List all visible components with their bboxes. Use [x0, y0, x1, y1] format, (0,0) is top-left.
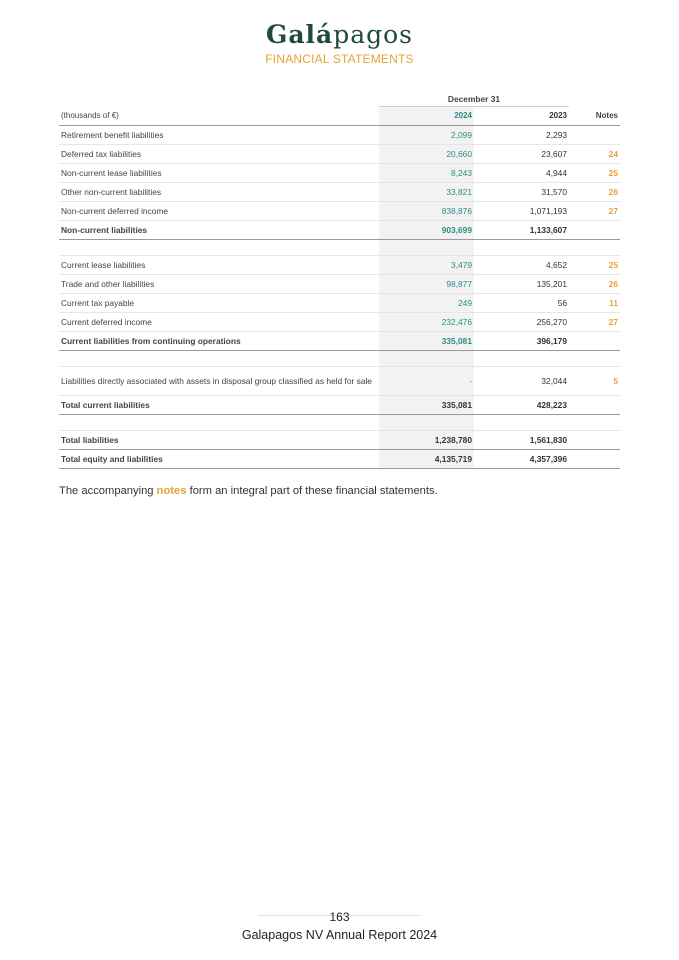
col-notes-header: Notes [569, 107, 620, 126]
note-ref[interactable]: 27 [569, 313, 620, 332]
row-label: Current tax payable [59, 294, 379, 313]
table-row [59, 256, 620, 275]
col-2023-header: 2023 [474, 107, 569, 126]
value-2023: 31,570 [474, 183, 569, 202]
total-row [59, 450, 620, 469]
subtotal-row [59, 396, 620, 415]
value-2024: 335,081 [379, 396, 474, 415]
row-label: Other non-current liabilities [59, 183, 379, 202]
table-row [59, 367, 620, 396]
table-row [59, 126, 620, 145]
note-ref [569, 450, 620, 469]
page-number: 163 [329, 910, 350, 924]
row-label: Total liabilities [59, 431, 379, 450]
row-label: Trade and other liabilities [59, 275, 379, 294]
value-2023: 428,223 [474, 396, 569, 415]
subtotal-row [59, 332, 620, 351]
note-ref[interactable]: 26 [569, 275, 620, 294]
value-2023: 1,133,607 [474, 221, 569, 240]
value-2024: 335,081 [379, 332, 474, 351]
table-row [59, 313, 620, 332]
footnote [59, 485, 438, 497]
row-label: Non-current lease liabilities [59, 164, 379, 183]
value-2024: 249 [379, 294, 474, 313]
footnote-after: form an integral part of these financial statements. [186, 485, 438, 497]
section-title: FINANCIAL STATEMENTS [265, 52, 414, 66]
value-2024: 98,877 [379, 275, 474, 294]
value-2023: 256,270 [474, 313, 569, 332]
notes-link[interactable]: notes [156, 485, 187, 497]
value-2023: 56 [474, 294, 569, 313]
footnote-before: The accompanying [59, 485, 157, 497]
value-2024: 20,660 [379, 145, 474, 164]
spacer-row [59, 415, 620, 431]
table-row [59, 275, 620, 294]
logo-light-part: pagos [333, 20, 414, 49]
column-header-row [59, 107, 620, 126]
logo-bold-part: Galá [265, 20, 334, 49]
row-label: Current liabilities from continuing operations [59, 332, 379, 351]
value-2023: 396,179 [474, 332, 569, 351]
value-2024: 8,243 [379, 164, 474, 183]
spacer-row [59, 351, 620, 367]
value-2024: 1,238,780 [379, 431, 474, 450]
note-ref [569, 332, 620, 351]
table-row [59, 145, 620, 164]
value-2024: 903,699 [379, 221, 474, 240]
liabilities-table [59, 91, 620, 469]
table-row [59, 202, 620, 221]
value-2024: 3,479 [379, 256, 474, 275]
value-2024: 838,876 [379, 202, 474, 221]
value-2023: 4,944 [474, 164, 569, 183]
value-2024: 232,476 [379, 313, 474, 332]
value-2023: 4,652 [474, 256, 569, 275]
note-ref [569, 431, 620, 450]
table-row [59, 164, 620, 183]
row-label: Non-current deferred income [59, 202, 379, 221]
subtotal-row [59, 221, 620, 240]
spacer-row [59, 240, 620, 256]
row-label: Deferred tax liabilities [59, 145, 379, 164]
note-ref[interactable]: 25 [569, 164, 620, 183]
value-2023: 4,357,396 [474, 450, 569, 469]
note-ref[interactable]: 11 [569, 294, 620, 313]
galapagos-logo [0, 20, 679, 49]
value-2023: 32,044 [474, 367, 569, 396]
note-ref[interactable]: 24 [569, 145, 620, 164]
value-2023: 23,607 [474, 145, 569, 164]
value-2024: 4,135,719 [379, 450, 474, 469]
row-label: Retirement benefit liabilities [59, 126, 379, 145]
period-header: December 31 [379, 91, 569, 107]
table-row [59, 294, 620, 313]
note-ref [569, 221, 620, 240]
total-row [59, 431, 620, 450]
note-ref[interactable]: 27 [569, 202, 620, 221]
row-label: Total equity and liabilities [59, 450, 379, 469]
row-label: Current deferred income [59, 313, 379, 332]
value-2024: 33,821 [379, 183, 474, 202]
value-2023: 1,561,830 [474, 431, 569, 450]
table-row [59, 183, 620, 202]
value-2023: 135,201 [474, 275, 569, 294]
note-ref[interactable] [569, 126, 620, 145]
value-2024: 2,099 [379, 126, 474, 145]
note-ref[interactable]: 25 [569, 256, 620, 275]
col-2024-header: 2024 [379, 107, 474, 126]
note-ref[interactable]: 26 [569, 183, 620, 202]
row-label: Current lease liabilities [59, 256, 379, 275]
row-label: Non-current liabilities [59, 221, 379, 240]
report-title: Galapagos NV Annual Report 2024 [241, 928, 438, 942]
note-ref [569, 396, 620, 415]
value-2023: 2,293 [474, 126, 569, 145]
row-label: Total current liabilities [59, 396, 379, 415]
note-ref[interactable]: 5 [569, 367, 620, 396]
period-header-row [59, 91, 620, 107]
value-2023: 1,071,193 [474, 202, 569, 221]
unit-label: (thousands of €) [59, 107, 379, 126]
value-2024: - [379, 367, 474, 396]
row-label: Liabilities directly associated with assets in disposal group classified as held for sale [59, 367, 379, 396]
